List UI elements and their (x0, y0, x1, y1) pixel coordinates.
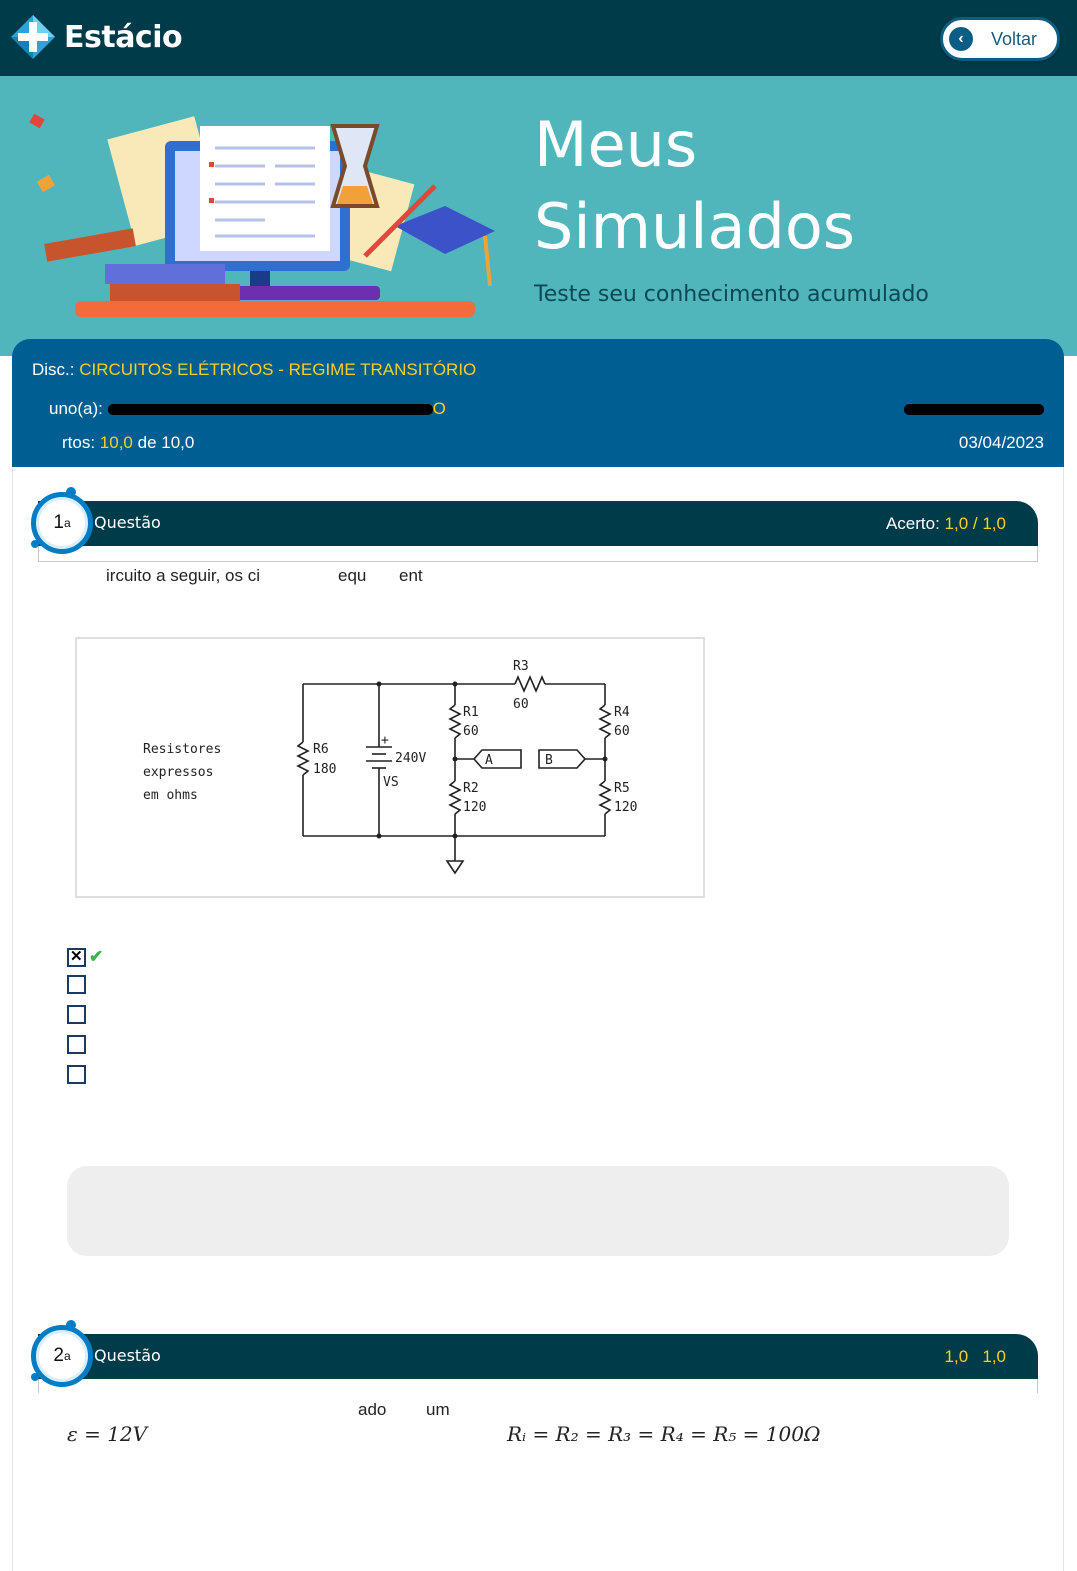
option-4-checkbox[interactable] (67, 1035, 86, 1054)
checkmark-icon: ✔ (89, 947, 104, 966)
back-button-label: Voltar (991, 28, 1038, 49)
question-2-text-part1: ado (358, 1400, 387, 1419)
hits-row (62, 433, 194, 453)
discipline-value: CIRCUITOS ELÉTRICOS - REGIME TRANSITÓRIO (79, 360, 477, 379)
r4-value: 60 (614, 724, 630, 739)
question-1-text-part2: equ (338, 566, 367, 585)
estacio-logo[interactable] (10, 14, 182, 60)
r4-label: R4 (614, 705, 630, 720)
r1-value: 60 (463, 724, 479, 739)
redacted-student-id (904, 399, 1044, 419)
question-1-text-part1: ircuito a seguir, os ci (106, 566, 261, 585)
top-bar (0, 0, 1077, 76)
r5-label: R5 (614, 781, 630, 796)
question-2-label: Questão (94, 1346, 161, 1365)
vs-value: 240V (395, 751, 427, 766)
page-title (534, 104, 855, 268)
r5-value: 120 (614, 800, 638, 815)
question-1-text-part3: ent (399, 566, 423, 585)
hits-of: de 10,0 (137, 433, 195, 452)
circuit-diagram (77, 639, 703, 896)
node-a-label: A (485, 753, 493, 768)
questions-card (12, 467, 1064, 1571)
page-title-line2: Simulados (534, 190, 856, 263)
question-1-underline (38, 546, 1038, 562)
legend-line1: Resistores (143, 742, 222, 757)
option-1-checkbox[interactable] (67, 948, 86, 967)
option-2-checkbox[interactable] (67, 975, 86, 994)
question-1-number-badge: 1 a (31, 492, 93, 554)
question-2-header (38, 1334, 1038, 1379)
hits-label: rtos: (62, 433, 96, 452)
banner (0, 76, 1077, 356)
question-1-header (38, 501, 1038, 546)
page-title-line1: Meus (534, 108, 698, 181)
exam-info-panel (12, 339, 1064, 467)
hits-value: 10,0 (99, 433, 133, 452)
vs-label: VS (383, 775, 399, 790)
question-2-equation-emf: ε = 12V (67, 1422, 148, 1446)
r2-value: 120 (463, 800, 487, 815)
question-2-equation-resistors: Rᵢ = R₂ = R₃ = R₄ = R₅ = 100Ω (507, 1422, 821, 1446)
circuit-figure (75, 637, 705, 898)
option-5-checkbox[interactable] (67, 1065, 86, 1084)
r2-label: R2 (463, 781, 479, 796)
redacted-student-name (108, 404, 433, 415)
student-label: uno(a): (49, 399, 103, 418)
question-1-label: Questão (94, 513, 161, 532)
brand-name: Estácio (64, 19, 183, 55)
question-2-number-badge: 2 a (31, 1325, 93, 1387)
r1-label: R1 (463, 705, 479, 720)
discipline-label: Disc.: (32, 360, 75, 379)
option-3-checkbox[interactable] (67, 1005, 86, 1024)
r3-label: R3 (513, 659, 529, 674)
student-name-tail: O (432, 399, 446, 418)
estacio-logo-icon (10, 14, 56, 60)
explanation-box (67, 1166, 1009, 1256)
node-b-label: B (545, 753, 553, 768)
exam-date: 03/04/2023 (958, 433, 1044, 452)
study-illustration (25, 106, 505, 326)
question-2-score: 1,0 1,0 (944, 1347, 1006, 1366)
r6-label: R6 (313, 742, 329, 757)
question-1-score: Acerto: 1,0 / 1,0 (885, 514, 1006, 533)
page-subtitle: Teste seu conhecimento acumulado (534, 282, 929, 307)
legend-line2: expressos (143, 765, 214, 780)
chevron-left-icon: ‹ (949, 27, 973, 51)
question-2-text-part2: um (426, 1400, 450, 1419)
r6-value: 180 (313, 762, 337, 777)
student-row (49, 399, 446, 419)
legend-line3: em ohms (143, 788, 198, 803)
r3-value: 60 (513, 697, 529, 712)
discipline-row (32, 360, 476, 380)
back-button[interactable] (940, 17, 1060, 61)
battery-plus: + (381, 733, 389, 748)
